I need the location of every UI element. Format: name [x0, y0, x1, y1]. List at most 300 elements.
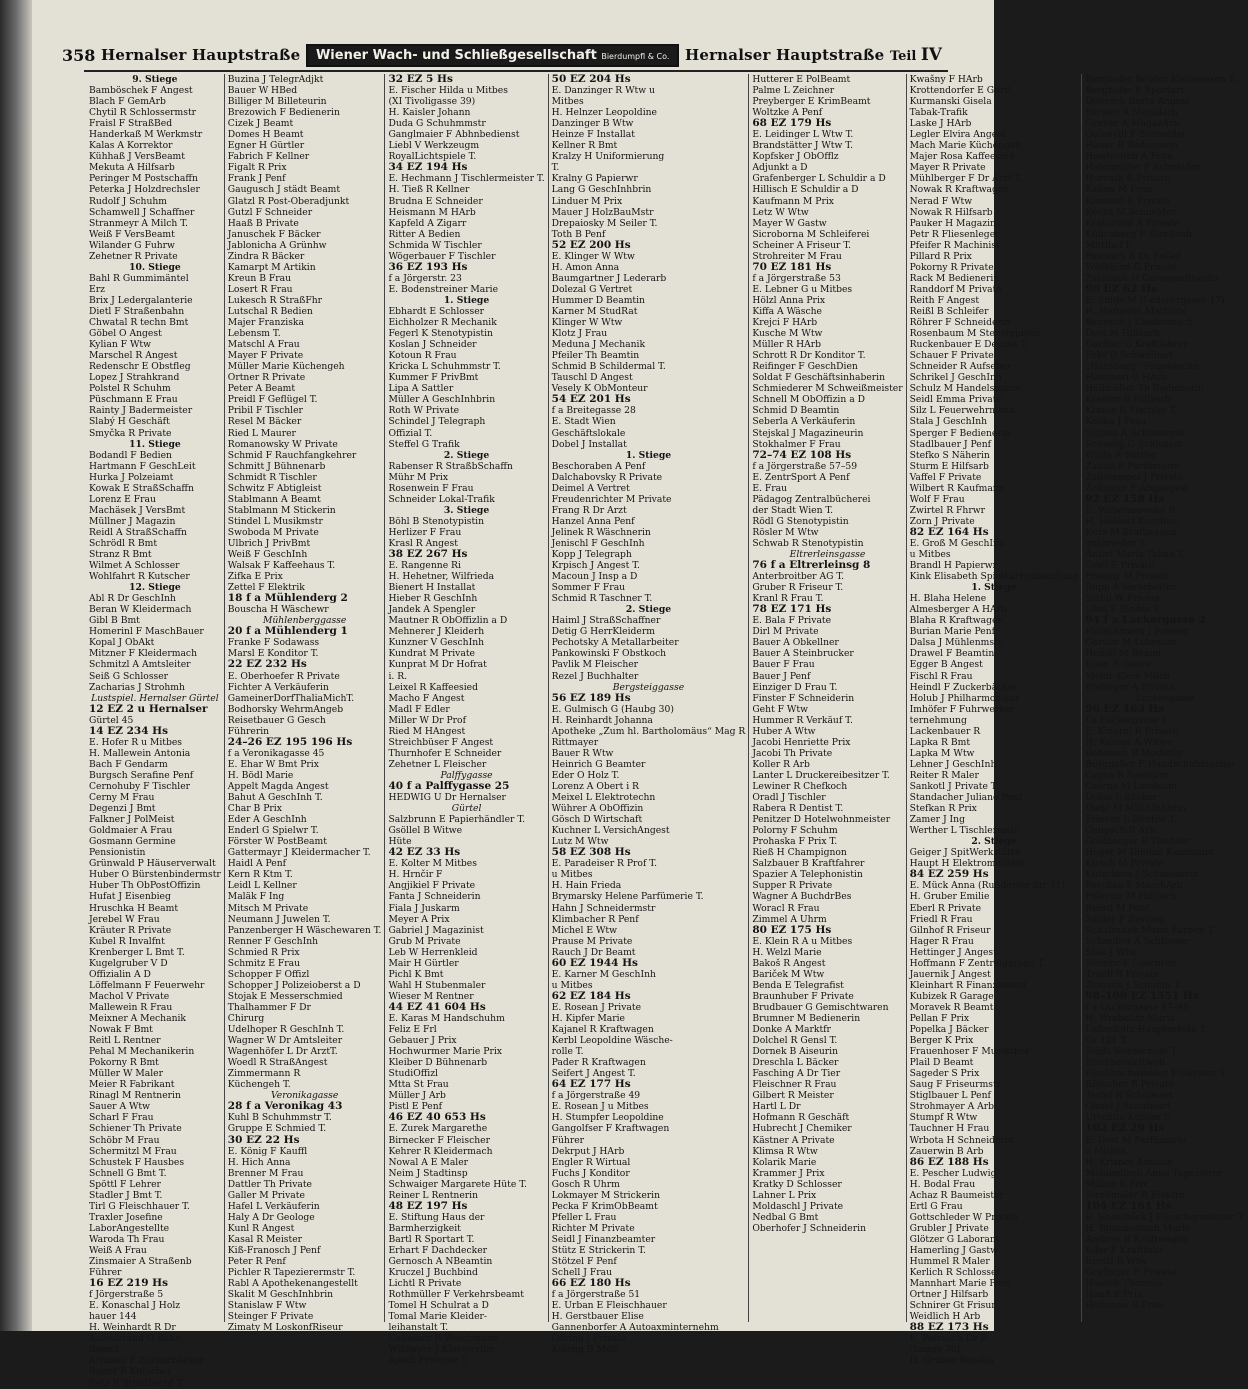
directory-line: Mühlenberggasse: [262, 615, 347, 627]
directory-line: Gruber R Friseur T.: [752, 582, 844, 594]
directory-line: 2. Stiege: [625, 604, 672, 616]
directory-line: Macoun J Insp a D: [551, 571, 638, 583]
directory-line: Appelt Magda Angest: [227, 781, 329, 792]
directory-line: Zettel F Elektrik: [227, 582, 305, 594]
column-5: [749, 74, 906, 1322]
directory-line: Pechotsky A Metallarbeiter: [551, 637, 679, 649]
directory-line: u Mitbes: [551, 979, 593, 991]
directory-line: Weiß F VersBeamt: [89, 228, 175, 240]
directory-line: E. Oberhoefer R Private: [227, 670, 340, 682]
directory-line: Pauker H Magazin: [909, 217, 996, 229]
directory-line: Thalhammer F Dr: [227, 1001, 311, 1013]
directory-line: Burggaßer F Handschuhmacher: [1085, 758, 1236, 770]
directory-columns: [86, 73, 1246, 1389]
directory-line: E. Waberinowsky R: [1085, 504, 1176, 516]
directory-line: Tauschl D Angest: [551, 372, 633, 384]
directory-line: Miller W Dr Prof: [388, 714, 466, 726]
directory-line: Resel M Bäcker: [227, 416, 302, 428]
directory-line: Maläk F Ing: [227, 891, 285, 903]
directory-line: Mayer F Private: [227, 350, 304, 362]
directory-line: Eder A GeschInh: [227, 814, 307, 826]
directory-line: Dokal L Bäcker: [1085, 792, 1157, 804]
directory-line: Grub M Private: [388, 935, 461, 947]
directory-line: Drepaiosky M Seiler T.: [551, 217, 658, 229]
directory-line: Stefko S Näherin: [909, 449, 990, 461]
directory-line: Gangolfser F Kraftwagen: [551, 1123, 670, 1135]
directory-line: H. Hain Frieda: [551, 880, 622, 892]
directory-line: Müller Marie Küchengeh: [227, 361, 345, 373]
directory-line: E. ZentrSport A Penf: [752, 471, 850, 483]
directory-line: Pichler R Tapezierermstr T.: [227, 1267, 356, 1279]
directory-line: Jerebel W Frau: [89, 913, 160, 925]
directory-line: E. Pescher Ludwig: [909, 1167, 997, 1179]
directory-line: Skalit M GeschInhbrin: [227, 1289, 334, 1301]
directory-line: E. Bodenstreiner Marie: [388, 283, 499, 295]
directory-line: Brudbauer G Gemischtwaren: [752, 1001, 889, 1013]
directory-line: Wilda R Sattler: [1085, 449, 1157, 461]
directory-line: Wilbert R Kaufmann: [909, 482, 1005, 494]
directory-line: Seifert J Angest T.: [551, 1068, 636, 1080]
directory-line: Kummer F PrivBmt: [388, 372, 479, 384]
directory-line: Dalsa J Mühlenmstr: [909, 637, 1003, 649]
directory-line: Rabenser R StraßbSchaffn: [388, 460, 513, 472]
directory-line: Reisetbauer G Gesch: [227, 714, 326, 726]
directory-line: Zabatl E Parfümerie: [1085, 460, 1180, 472]
directory-line: Legler Elvira Angest: [909, 129, 1006, 141]
directory-line: Pichl K Bmt: [388, 968, 444, 980]
directory-line: f a Jörgerstraße 49: [551, 1090, 641, 1102]
directory-line: H. Bödl Marie: [227, 769, 294, 781]
directory-line: Renner F GeschInh: [227, 935, 319, 947]
directory-line: Schwaiger Margarete Hüte T.: [388, 1178, 527, 1190]
directory-line: Chytil R Schlossermstr: [89, 107, 197, 119]
directory-line: H. Welzl Marie: [752, 946, 822, 958]
directory-line: E. Kinarel R Private: [1085, 725, 1178, 737]
directory-line: 94 f a Lackergasse 2: [1085, 614, 1206, 627]
directory-line: Führerin: [227, 725, 270, 737]
directory-line: Rack M Bedienerin: [909, 272, 1000, 284]
directory-line: Zemann J Schuhm T.: [1085, 979, 1182, 991]
directory-line: Rieß H Champignon: [752, 847, 847, 859]
directory-line: Smyčka R Private: [89, 427, 172, 439]
directory-line: Stumpf R Wtw: [909, 1112, 978, 1124]
directory-line: 78 EZ 171 Hs: [752, 603, 832, 616]
directory-line: Hofmann R Geschäft: [752, 1112, 850, 1124]
column-3: [385, 73, 548, 1367]
directory-line: f a Jörgerstr. 23: [388, 272, 462, 284]
directory-line: Nowal A E Maler: [388, 1156, 469, 1168]
directory-line: Zamer J Ing: [909, 814, 965, 826]
directory-line: Bodhorsky WehrmAngeb: [227, 703, 344, 715]
directory-line: E. Klein R A u Mitbes: [752, 935, 853, 947]
directory-line: Mühlberger F Dr Arzt T.: [909, 173, 1023, 185]
directory-line: Mittlhof F: [1085, 239, 1133, 251]
directory-line: Stak J Wtw: [1085, 946, 1137, 958]
directory-line: Kalina M Frau: [1085, 184, 1153, 196]
directory-line: Burgsch Serafine Penf: [89, 769, 194, 781]
directory-line: Werther L Tischlermstr: [909, 825, 1019, 837]
directory-line: 84 EZ 259 Hs: [909, 868, 989, 881]
directory-line: Benesch J Kleidermach: [1085, 317, 1194, 329]
directory-line: Chirurg: [227, 1012, 265, 1024]
directory-line: Kurmanski Gisela: [909, 96, 992, 108]
directory-line: Lorenz A Obert i R: [551, 781, 639, 792]
directory-line: Hüte: [388, 836, 412, 848]
directory-line: Meixner A Mechanik: [89, 1012, 186, 1024]
directory-line: Mitbes: [551, 96, 584, 108]
directory-line: Krpisch J Angest T.: [551, 560, 640, 572]
directory-line: Schnell G Bmt T.: [89, 1167, 167, 1179]
directory-line: Schiener Th Private: [89, 1123, 182, 1135]
directory-line: E. Karas M Handschuhm: [388, 1012, 505, 1024]
directory-line: Dietl F Straßenbahn: [89, 305, 185, 317]
directory-line: Degenzi J Bmt: [89, 803, 156, 815]
directory-line: Stranmeyr A Milch T.: [89, 217, 188, 229]
directory-line: Neumann J Juwelen T.: [227, 913, 331, 925]
directory-line: Kunprat M Dr Hofrat: [388, 659, 487, 671]
directory-line: 3. Stiege: [443, 504, 490, 516]
directory-line: Gosch R Uhrm: [551, 1178, 620, 1190]
directory-line: Ebhardt E Schlosser: [388, 305, 485, 317]
directory-line: Förster W PostBeamt: [227, 836, 327, 848]
directory-line: Blaha R Kraftwagen: [909, 615, 1004, 627]
directory-line: Schwab R Stenotypistin: [752, 537, 864, 549]
directory-line: Kubel R Invalfnt: [89, 935, 165, 947]
directory-line: Pavlik M Fleischer: [551, 659, 639, 671]
directory-line: Hartmann F GeschLeit: [89, 460, 196, 472]
directory-line: Fabrich F Kellner: [227, 151, 310, 163]
directory-line: Cerny M Frau: [89, 792, 155, 804]
directory-line: Hummel R Maler: [909, 1256, 990, 1268]
directory-line: Kramer B Hilfsarb: [1085, 394, 1171, 406]
directory-line: 12. Stiege: [129, 582, 181, 594]
directory-line: Eberl R Private: [909, 902, 982, 914]
book-spine: [0, 0, 32, 1331]
directory-line: Bauer R Wtw: [551, 747, 614, 759]
directory-line: Matschl A Frau: [227, 339, 300, 351]
right-street-heading: Hernalser Hauptstraße: [684, 46, 885, 64]
directory-line: Seidl Emma Private: [909, 394, 1002, 406]
directory-line: Pader R Kraftwagen: [551, 1057, 646, 1069]
directory-line: Plail D Beamt: [909, 1057, 974, 1069]
directory-line: Krasl R Angest: [388, 537, 458, 549]
directory-line: Haidl A Penf: [227, 858, 287, 870]
directory-line: Vesely K ObMonteur: [551, 383, 648, 395]
directory-line: Hafel L Verkäuferin: [227, 1200, 320, 1212]
directory-line: H. Hrnčir F: [388, 869, 443, 881]
directory-line: Görtler M Lebensm: [1085, 637, 1177, 649]
directory-line: Haiml J StraßSchaffner: [551, 615, 661, 627]
directory-line: Koleng B Mstr: [551, 1344, 619, 1356]
directory-line: Slabý H Geschäft: [89, 416, 170, 428]
directory-line: Tabak-Trafik: [909, 107, 968, 119]
directory-line: Premur M Private: [1085, 571, 1169, 583]
directory-line: Geschäftslokale: [551, 427, 626, 439]
directory-line: Mallewein R Frau: [89, 1001, 173, 1013]
directory-line: Pfeiler Th Beamtin: [551, 350, 640, 362]
directory-line: Wahl H Stubenmaler: [388, 979, 486, 991]
directory-line: Char B Prix: [227, 803, 282, 815]
directory-line: Reintl M Penf: [1085, 902, 1149, 914]
directory-line: Rösler M Wtw: [752, 526, 819, 538]
directory-line: Schmitzl A Amtsleiter: [89, 659, 191, 671]
directory-line: 18 f a Mühlenderg 2: [227, 592, 348, 605]
directory-line: Rödl G Stenotypistin: [752, 515, 849, 527]
directory-line: Gsöllel B Witwe: [388, 825, 463, 837]
directory-line: Salzbauer B Kraftfahrer: [752, 858, 865, 870]
directory-line: Roth W Private: [388, 405, 460, 417]
directory-line: Heinrich G Beamter: [551, 758, 646, 770]
directory-line: Schell J Frau: [551, 1267, 612, 1279]
directory-line: Lorenz E Frau: [89, 493, 156, 505]
directory-line: E. Petrosch Dr R: [909, 1333, 988, 1345]
directory-line: 1. Stiege: [971, 582, 1017, 594]
column-4: [549, 73, 750, 1356]
directory-line: 24–26 EZ 195 196 Hs: [227, 735, 353, 748]
directory-line: H. Kunzel A Witwe: [1085, 736, 1173, 748]
directory-line: LaborAngestellte: [89, 1222, 170, 1234]
directory-line: 88 EZ 173 Hs: [909, 1321, 989, 1334]
directory-line: E. König F Kauffl: [227, 1145, 308, 1157]
directory-line: Kasal R Meister: [227, 1233, 303, 1245]
directory-line: 68 EZ 179 Hs: [752, 117, 832, 130]
directory-line: Schwitz F Abtigleist: [227, 482, 322, 494]
directory-line: Moldr-Klein Milch: [1085, 670, 1170, 682]
directory-line: Gilnhof R Friseur: [909, 924, 991, 936]
directory-line: Zimmermann R: [227, 1068, 301, 1080]
directory-line: Kästner A Private: [752, 1134, 835, 1146]
directory-line: Moravek R Beamt: [909, 1001, 994, 1013]
directory-line: Meduna J Mechanik: [551, 339, 646, 351]
directory-line: Chwatal R techn Bmt: [89, 317, 189, 329]
directory-line: Palffygasse: [440, 769, 493, 781]
directory-line: Rösscher R Private: [1085, 1079, 1175, 1091]
directory-line: Kopp J Telegraph: [551, 549, 632, 561]
directory-line: Koliba J Frau: [1085, 416, 1147, 428]
directory-line: Falkner J PolMeist: [89, 814, 175, 826]
directory-line: f a Veronikagasse 45: [227, 747, 325, 759]
directory-line: Mautner R ObOffizlin a D: [388, 615, 508, 627]
directory-line: Mair H Gürtler: [388, 957, 459, 969]
directory-line: Richter M Private: [551, 1222, 635, 1234]
directory-line: Kiß-Franosch J Penf: [227, 1244, 321, 1256]
directory-line: Berger K Prix: [909, 1035, 974, 1047]
directory-line: Wilmet A Schlosser: [89, 560, 180, 572]
directory-line: Lehner J GeschInh: [909, 758, 997, 770]
directory-line: E. Haselböck J Fleischermeister T.: [1085, 1211, 1246, 1223]
directory-line: 50 EZ 204 Hs: [551, 73, 631, 85]
directory-line: H. Stumpfer Leopoldine: [551, 1112, 664, 1124]
directory-line: Spöttl F Lehrer: [89, 1178, 161, 1190]
directory-line: Nowak F Bmt: [89, 1024, 153, 1036]
directory-line: E. Karner M GeschInh: [551, 968, 656, 980]
directory-line: Stala J GeschInh: [909, 416, 988, 428]
directory-line: Fegerl K Stenotypistin: [388, 328, 493, 340]
directory-line: Ernstl R Wtw: [1085, 1256, 1148, 1268]
directory-line: Pokorny R Private: [909, 261, 994, 273]
directory-line: Dietroch Berta Angest: [1085, 96, 1190, 108]
directory-line: Glatzl R Post-Oberadjunkt: [227, 195, 350, 207]
directory-line: Burian Marie Penf: [909, 626, 996, 638]
directory-line: Huber A Wtw: [752, 725, 816, 737]
directory-line: Stadler J Bmt T.: [89, 1189, 163, 1201]
directory-line: 80 EZ 175 Hs: [752, 923, 832, 936]
directory-line: E. Frau: [752, 482, 788, 494]
directory-line: Diebl M MilchInhbrin: [1085, 803, 1187, 815]
directory-line: Peter A Beamt: [227, 383, 296, 395]
directory-line: Woracl R Frau: [752, 902, 820, 914]
directory-line: Reiter R Maler: [909, 769, 979, 781]
directory-line: Zacharias J Strohmh: [89, 681, 185, 693]
directory-line: Kraule R Tischler T.: [1085, 405, 1178, 417]
directory-line: Schmid F Rauchfangkehrer: [227, 449, 357, 461]
directory-line: Pädagog Zentralbücherei: [752, 493, 871, 505]
directory-line: 2. Stiege: [443, 449, 490, 461]
directory-line: Gilbert R Meister: [752, 1090, 834, 1102]
directory-line: Sommer F Frau: [551, 582, 626, 594]
directory-line: Wilander G Fuhrw: [89, 239, 175, 251]
directory-line: Rudolf J Schuhm: [89, 195, 168, 207]
directory-line: Polstel R Schuhm: [89, 383, 171, 395]
directory-line: Ritter A Bedien: [388, 228, 461, 240]
directory-line: Püschmann E Frau: [89, 394, 178, 406]
directory-line: 90 EZ 62 Hs: [1085, 282, 1157, 295]
directory-line: Udelhoper R GeschInh T.: [227, 1024, 345, 1036]
directory-line: Beschoraben A Penf: [551, 460, 646, 472]
directory-line: Krammer J Prix: [752, 1167, 825, 1179]
directory-line: Schöbr M Frau: [89, 1134, 160, 1146]
directory-line: Mühr M Prix: [388, 471, 449, 483]
directory-line: Schmitz E Frau: [227, 957, 301, 969]
directory-line: Woedl R StraßAngest: [227, 1057, 328, 1069]
directory-line: Hammerl G HArb: [1085, 372, 1168, 384]
directory-line: Cizek J Beamt: [227, 118, 294, 130]
directory-line: Kapfeld A Zigarr: [388, 217, 467, 229]
directory-line: Machol V Private: [89, 990, 170, 1002]
directory-line: u Mitbes: [909, 549, 951, 561]
directory-line: Wrbota H Schneiderin: [909, 1134, 1014, 1146]
directory-line: Danzinger B Wtw: [551, 118, 634, 130]
directory-line: Mach Marie Küchengeh: [909, 140, 1022, 152]
directory-line: Bergsteiggasse: [612, 681, 685, 693]
directory-line: E. Rangenne Ri: [388, 560, 461, 572]
directory-line: Schweig G Schlosser: [1085, 438, 1184, 450]
directory-line: H. Hehetner, Wilfrieda: [388, 571, 495, 583]
directory-line: Machäsek J VersBmt: [89, 504, 186, 516]
directory-line: Soldat F Geschäftsinhaberin: [752, 372, 886, 384]
directory-line: Urschitz Kohlen T.: [1085, 1112, 1171, 1124]
directory-line: Wögerbauer F Tischler: [388, 250, 496, 262]
directory-line: Bauer A Steinbrucker: [752, 648, 854, 660]
header-rule: [84, 70, 948, 72]
directory-line: Fraisl F StraßBed: [89, 118, 173, 130]
directory-line: Strohmayer A Arb: [909, 1101, 995, 1113]
directory-line: Kricka L Schuhmmstr T.: [388, 361, 501, 373]
directory-line: Oradl J Tischler: [752, 792, 826, 804]
directory-line: Wagner A BuchdrBes: [752, 891, 852, 903]
directory-line: Haupt H Elektromonteur: [909, 858, 1027, 870]
directory-line: Cserna M Linoleum: [1085, 781, 1177, 792]
directory-line: Geiger J SpitWerkstätte: [909, 847, 1021, 859]
directory-line: Stefkan R Prix: [909, 803, 977, 815]
directory-line: E. Leidinger L Wtw T.: [752, 129, 854, 141]
directory-line: Penitzer D Hotelwohnmeister: [752, 814, 891, 826]
directory-line: Lackergasse: [1136, 692, 1195, 704]
directory-line: Gattermayr J Kleidermacher T.: [227, 847, 371, 859]
directory-line: Bauer J Penf: [752, 670, 811, 682]
directory-line: H. Hich Anna: [227, 1156, 291, 1168]
directory-line: E. Rosean J u Mitbes: [551, 1101, 649, 1113]
directory-line: Kralzy H Uniformierung: [551, 151, 665, 163]
directory-line: f a Jörgerstraße 57–59: [752, 460, 858, 472]
directory-line: der Stadt Wien T.: [752, 504, 834, 516]
directory-line: Kotoun R Frau: [388, 350, 457, 362]
directory-line: Berghofer Brüder Eisenwaren T.: [1085, 74, 1237, 85]
directory-line: Holub J Philharmoniker: [909, 692, 1020, 704]
directory-line: Schmid D Beamtin: [752, 405, 840, 417]
directory-line: E. Ehar W Bmt Prix: [227, 758, 319, 770]
directory-line: Dirl M Private: [752, 626, 819, 638]
directory-line: Gabriel J Magazinist: [388, 924, 484, 936]
directory-line: Bahut A GeschInh T.: [227, 792, 323, 804]
directory-line: Lapka R Bmt: [909, 736, 971, 748]
directory-line: hauer 144: [89, 1311, 137, 1323]
directory-line: E. Kolter M Mitbes: [388, 858, 477, 870]
directory-line: Achaz R Baumeister: [909, 1189, 1004, 1201]
directory-line: Beamt: [89, 1344, 120, 1356]
teil-label: Teil: [889, 49, 917, 64]
directory-line: Homerinl F MaschBauer: [89, 626, 204, 638]
directory-line: Seberla A Verkäuferin: [752, 416, 856, 428]
directory-line: Kochs M Schneider: [1085, 206, 1176, 218]
directory-line: H. Mallewein Antonia: [89, 747, 191, 759]
directory-line: Slabil W Private: [1085, 593, 1161, 605]
directory-line: Eder O Holz T.: [551, 769, 620, 781]
directory-line: E. Suido M (Lederergasse 17): [1085, 294, 1225, 306]
directory-line: E. Hofer R u Mitbes: [89, 736, 182, 748]
directory-line: Eltrerleinsgasse: [789, 549, 866, 561]
directory-line: Müller J Arb: [388, 1090, 446, 1102]
directory-line: Losert R Frau: [227, 283, 293, 295]
directory-line: Fischbachwinkler F Gärtner T.: [1085, 1068, 1228, 1080]
directory-line: Toth B Penf: [551, 228, 606, 240]
directory-line: Führer: [551, 1134, 585, 1146]
directory-line: Beran W Kleidermach: [89, 604, 192, 616]
directory-line: Lukesch R StraßFhr: [227, 294, 323, 306]
directory-line: Swoboda M Private: [227, 526, 319, 538]
directory-line: Pankowinski F Obstkoch: [551, 648, 667, 660]
directory-line: 52 EZ 200 Hs: [551, 238, 631, 251]
directory-line: Koller R Arb: [752, 758, 810, 770]
directory-line: ternehmung: [909, 714, 967, 726]
directory-line: Klotz J Frau: [551, 328, 608, 340]
directory-line: 12 EZ 2 u Hernalser: [89, 702, 208, 715]
directory-line: Kuhl B Schuhmmstr T.: [227, 1112, 332, 1124]
directory-line: Rainty J Badermeister: [89, 405, 193, 417]
part-indicator: [890, 45, 942, 65]
directory-line: Heindl M Beamt: [1085, 648, 1162, 660]
directory-line: Kink Elisabeth Spielkartenhandlung: [909, 571, 1079, 583]
directory-line: Hawlovitch A Frau: [1085, 151, 1173, 163]
directory-line: 60 EZ 1944 Hs: [551, 956, 638, 969]
directory-line: Feliz E Frl: [388, 1024, 437, 1036]
directory-line: Terfel R Schulwart: [1085, 1090, 1173, 1102]
directory-line: Meyer A Prix: [388, 913, 450, 925]
directory-line: Detig G HerrKleiderm: [551, 626, 655, 638]
directory-line: 36 EZ 193 Hs: [388, 260, 468, 273]
directory-line: Traxler Josefine: [89, 1211, 163, 1223]
directory-line: Guinavill F Schneider: [1085, 129, 1187, 141]
